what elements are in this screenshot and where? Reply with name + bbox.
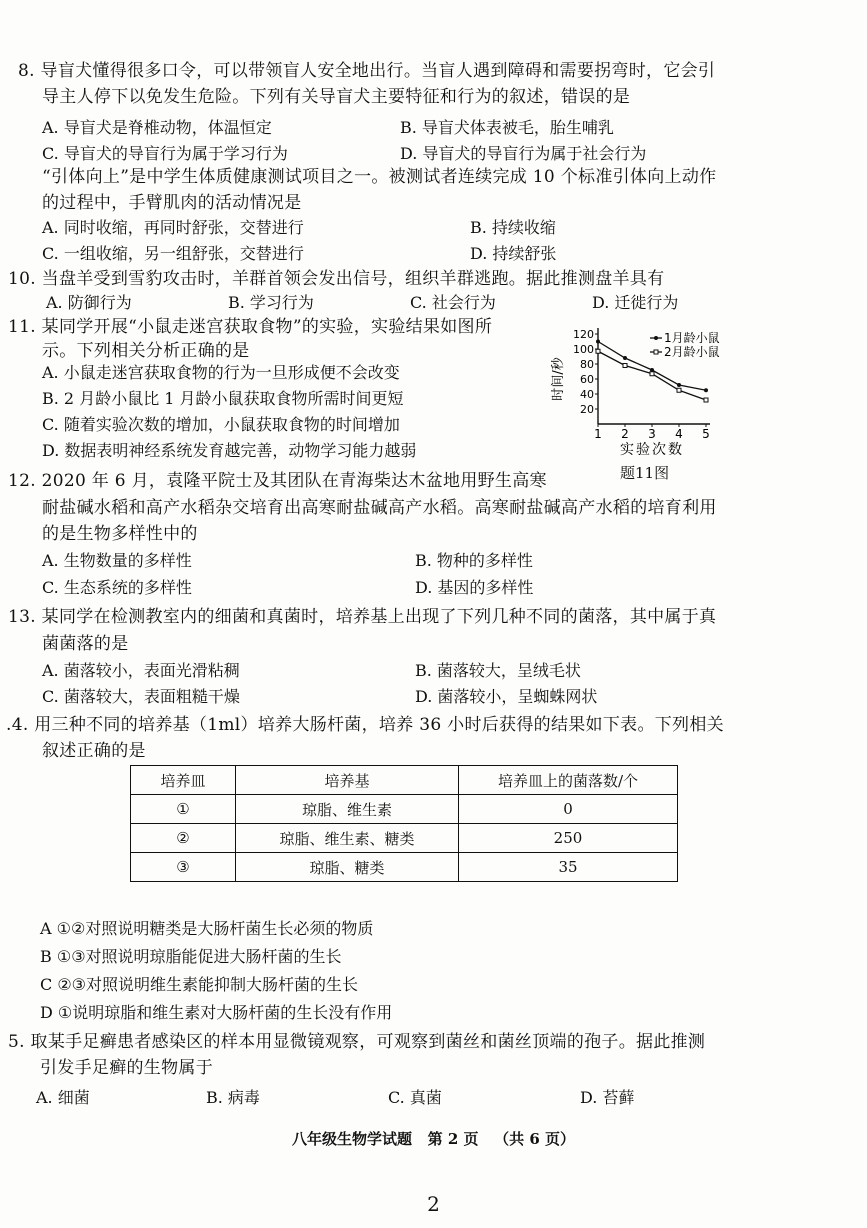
q13-stem-line2: 菌菌落的是 xyxy=(42,634,129,654)
q8-option-d: D. 导盲犬的导盲行为属于社会行为 xyxy=(400,144,647,163)
q12-option-b: B. 物种的多样性 xyxy=(415,551,533,570)
data-point xyxy=(623,364,627,368)
q11-option-b: B. 2 月龄小鼠比 1 月龄小鼠获取食物所需时间更短 xyxy=(42,389,404,408)
data-point xyxy=(596,349,600,353)
data-point xyxy=(704,398,708,402)
q8-option-c: C. 导盲犬的导盲行为属于学习行为 xyxy=(42,144,288,163)
table-cell: ① xyxy=(131,795,236,824)
q15-option-a: A. 细菌 xyxy=(36,1088,90,1107)
y-tick-label: 40 xyxy=(580,388,594,401)
data-point xyxy=(596,340,600,344)
table-header-cell: 培养皿 xyxy=(131,766,236,795)
q10-stem: 10. 当盘羊受到雪豹攻击时，羊群首领会发出信号，组织羊群逃跑。据此推测盘羊具有 xyxy=(8,269,665,289)
q14-stem-line2: 叙述正确的是 xyxy=(42,741,146,761)
table-cell: 0 xyxy=(459,795,678,824)
data-point xyxy=(623,356,627,360)
q8-stem-line1: 8. 导盲犬懂得很多口令，可以带领盲人安全地出行。当盲人遇到障碍和需要拐弯时，它会引 xyxy=(18,61,716,81)
y-tick-label: 80 xyxy=(580,358,594,371)
q12-stem-line2: 耐盐碱水稻和高产水稻杂交培育出高寒耐盐碱高产水稻。高寒耐盐碱高产水稻的培育利用 xyxy=(42,498,717,518)
q11-option-a: A. 小鼠走迷宫获取食物的行为一旦形成便不会改变 xyxy=(42,363,400,382)
table-cell: 琼脂、维生素 xyxy=(236,795,459,824)
q15-option-b: B. 病毒 xyxy=(206,1088,260,1107)
table-row xyxy=(131,824,678,853)
q13-option-c: C. 菌落较大，表面粗糙干燥 xyxy=(42,687,240,706)
legend-label: 2月龄小鼠 xyxy=(664,345,720,359)
x-tick-label: 4 xyxy=(675,427,683,441)
q15-stem-line1: 5. 取某手足癣患者感染区的样本用显微镜观察，可观察到菌丝和菌丝顶端的孢子。据此推测 xyxy=(8,1032,706,1052)
q12-option-a: A. 生物数量的多样性 xyxy=(42,551,192,570)
q15-option-d: D. 苔藓 xyxy=(580,1088,635,1107)
table-cell: 琼脂、维生素、糖类 xyxy=(236,824,459,853)
legend-marker xyxy=(654,350,658,354)
q8-stem-line2: 导主人停下以免发生危险。下列有关导盲犬主要特征和行为的叙述，错误的是 xyxy=(42,87,631,107)
q10-option-a: A. 防御行为 xyxy=(46,293,132,312)
q11-stem-line1: 11. 某同学开展“小鼠走迷宫获取食物”的实验，实验结果如图所 xyxy=(8,317,493,337)
table-cell: ③ xyxy=(131,853,236,882)
page-footer: 八年级生物学试题 第 2 页 （共 6 页） xyxy=(291,1130,576,1148)
q8-option-b: B. 导盲犬体表被毛，胎生哺乳 xyxy=(400,118,614,137)
q10-option-b: B. 学习行为 xyxy=(228,293,314,312)
legend-marker xyxy=(654,336,658,340)
q11-stem-line2: 示。下列相关分析正确的是 xyxy=(42,341,250,361)
q13-stem-line1: 13. 某同学在检测教室内的细菌和真菌时，培养基上出现了下列几种不同的菌落，其中属于真 xyxy=(8,607,717,627)
q9-stem-line1: “引体向上”是中学生体质健康测试项目之一。被测试者连续完成 10 个标准引体向上动作 xyxy=(42,167,717,187)
chart-legend xyxy=(650,330,720,359)
table-row xyxy=(131,853,678,882)
table-row xyxy=(131,795,678,824)
q14-results-table xyxy=(130,765,678,882)
q9-stem-line2: 的过程中，手臂肌肉的活动情况是 xyxy=(42,193,302,213)
q13-option-d: D. 菌落较小，呈蜘蛛网状 xyxy=(415,687,598,706)
x-tick-label: 3 xyxy=(648,427,656,441)
data-point xyxy=(650,372,654,376)
q11-option-c: C. 随着实验次数的增加，小鼠获取食物的时间增加 xyxy=(42,415,400,434)
table-cell: 35 xyxy=(459,853,678,882)
q13-option-b: B. 菌落较大，呈绒毛状 xyxy=(415,661,581,680)
data-point xyxy=(677,388,681,392)
q12-option-c: C. 生态系统的多样性 xyxy=(42,578,192,597)
q9-option-d: D. 持续舒张 xyxy=(470,244,557,263)
q11-option-d: D. 数据表明神经系统发育越完善，动物学习能力越弱 xyxy=(42,441,417,460)
q14-option-c: C ②③对照说明维生素能抑制大肠杆菌的生长 xyxy=(40,975,359,994)
q9-option-b: B. 持续收缩 xyxy=(470,218,556,237)
q10-option-d: D. 迁徙行为 xyxy=(592,293,679,312)
y-axis-label: 时间/秒 xyxy=(551,357,566,401)
y-tick-label: 60 xyxy=(580,373,594,386)
q8-option-a: A. 导盲犬是脊椎动物，体温恒定 xyxy=(42,118,272,137)
table-header-cell: 培养基 xyxy=(236,766,459,795)
q14-stem-line1: .4. 用三种不同的培养基（1ml）培养大肠杆菌，培养 36 小时后获得的结果如下表。下列相关 xyxy=(6,715,724,735)
q14-option-b: B ①③对照说明琼脂能促进大肠杆菌的生长 xyxy=(40,947,342,966)
x-tick-label: 2 xyxy=(621,427,629,441)
q10-option-c: C. 社会行为 xyxy=(410,293,496,312)
q13-option-a: A. 菌落较小，表面光滑粘稠 xyxy=(42,661,240,680)
q9-option-c: C. 一组收缩，另一组舒张，交替进行 xyxy=(42,244,304,263)
y-tick-label: 20 xyxy=(580,403,594,416)
y-tick-label: 100 xyxy=(573,343,594,356)
page-number: 2 xyxy=(427,1192,440,1216)
data-point xyxy=(677,383,681,387)
q11-figure-caption: 题11图 xyxy=(620,464,670,482)
q12-stem-line3: 的是生物多样性中的 xyxy=(42,524,198,544)
q12-option-d: D. 基因的多样性 xyxy=(415,578,534,597)
y-tick-label: 120 xyxy=(573,328,594,341)
x-tick-label: 1 xyxy=(594,427,602,441)
table-cell: 琼脂、糖类 xyxy=(236,853,459,882)
q14-option-a: A ①②对照说明糖类是大肠杆菌生长必须的物质 xyxy=(40,919,374,938)
q15-option-c: C. 真菌 xyxy=(388,1088,442,1107)
q14-option-d: D ①说明琼脂和维生素对大肠杆菌的生长没有作用 xyxy=(40,1003,393,1022)
legend-label: 1月龄小鼠 xyxy=(664,331,720,345)
table-cell: ② xyxy=(131,824,236,853)
table-header-row xyxy=(131,766,678,795)
q9-option-a: A. 同时收缩，再同时舒张，交替进行 xyxy=(42,218,304,237)
data-point xyxy=(704,388,708,392)
x-axis-label: 实验次数 xyxy=(620,442,684,458)
q15-stem-line2: 引发手足癣的生物属于 xyxy=(40,1058,213,1078)
table-header-cell: 培养皿上的菌落数/个 xyxy=(459,766,678,795)
table-cell: 250 xyxy=(459,824,678,853)
x-tick-label: 5 xyxy=(702,427,710,441)
q12-stem-line1: 12. 2020 年 6 月，袁隆平院士及其团队在青海柴达木盆地用野生高寒 xyxy=(8,471,547,491)
